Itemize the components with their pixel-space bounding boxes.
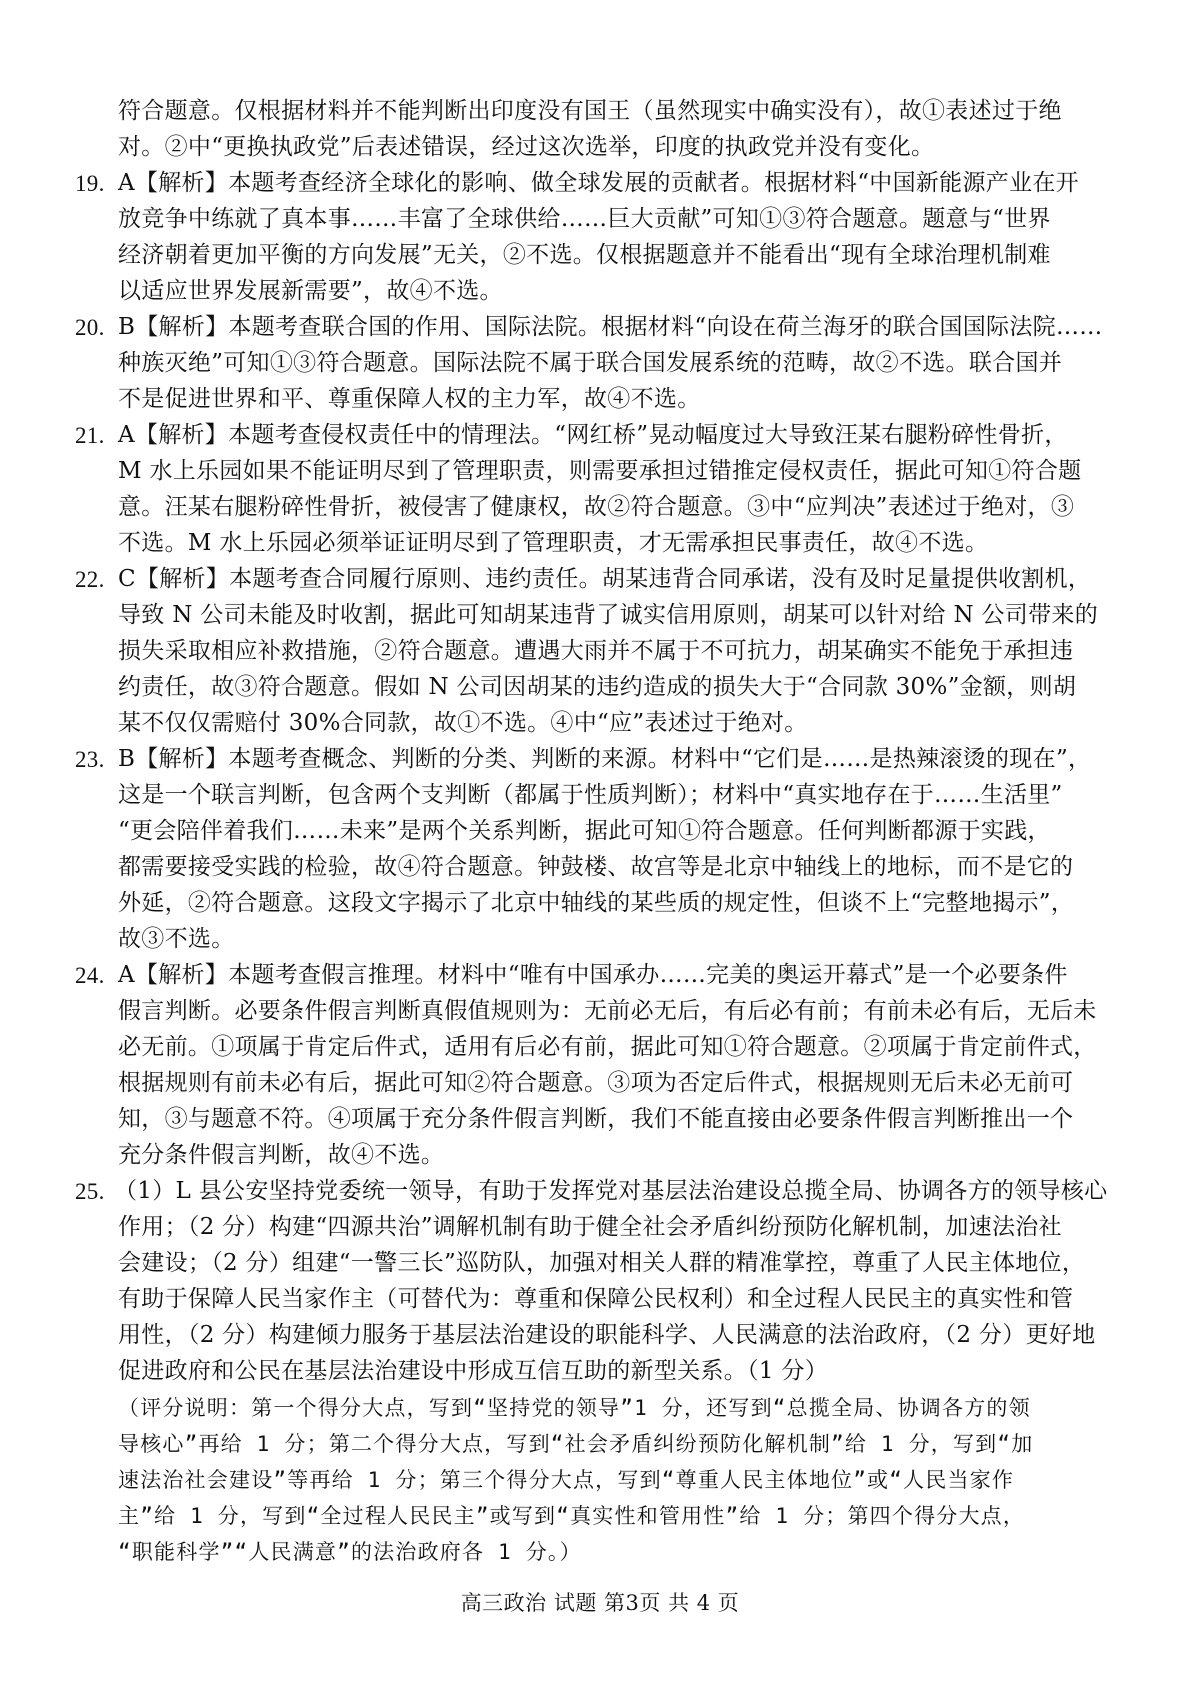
text-line: B【解析】本题考查联合国的作用、国际法院。根据材料“向设在荷兰海牙的联合国国际法院……: [118, 314, 1103, 340]
text-line: 放竞争中练就了真本事……丰富了全球供给……巨大贡献”可知①③符合题意。题意与“世界: [118, 206, 1051, 232]
text-line: 故③不选。: [118, 926, 235, 952]
text-line: 用性，（2 分）构建倾力服务于基层法治建设的职能科学、人民满意的法治政府，（2 分）更好地: [118, 1322, 1096, 1348]
grading-note-line: 主”给 1 分，写到“全过程人民民主”或写到“真实性和管用性”给 1 分；第四个得分大点，: [118, 1504, 1026, 1528]
text-line: 经济朝着更加平衡的方向发展”无关，②不选。仅根据题意并不能看出“现有全球治理机制难: [118, 242, 1051, 268]
item-number: 23.: [75, 747, 105, 772]
text-line: A【解析】本题考查假言推理。材料中“唯有中国承办……完美的奥运开幕式”是一个必要条件: [118, 962, 1068, 988]
grading-note-line: 导核心”再给 1 分；第二个得分大点，写到“社会矛盾纠纷预防化解机制”给 1 分，写到“加: [118, 1432, 1034, 1456]
text-line: 知，③与题意不符。④项属于充分条件假言判断，我们不能直接由必要条件假言判断推出一个: [118, 1106, 1074, 1132]
text-line: B【解析】本题考查概念、判断的分类、判断的来源。材料中“它们是……是热辣滚烫的现在”，: [118, 746, 1092, 772]
text-line: 假言判断。必要条件假言判断真假值规则为：无前必无后，有后必有前；有前未必有后，无后未: [118, 998, 1097, 1024]
text-line: 某不仅仅需赔付 30%合同款，故①不选。④中“应”表述过于绝对。: [118, 710, 808, 736]
text-line: （1）L 县公安坚持党委统一领导，有助于发挥党对基层法治建设总揽全局、协调各方的领导核心: [114, 1178, 1108, 1204]
text-line: M 水上乐园如果不能证明尽到了管理职责，则需要承担过错推定侵权责任，据此可知①符合题: [118, 458, 1082, 484]
text-line: 根据规则有前未必有后，据此可知②符合题意。③项为否定后件式，根据规则无后未必无前可: [118, 1070, 1074, 1096]
item-number: 22.: [75, 567, 105, 592]
grading-note-line: 速法治社会建设”等再给 1 分；第三个得分大点，写到“尊重人民主体地位”或“人民当家作: [118, 1468, 1015, 1492]
text-line: 约责任，故③符合题意。假如 N 公司因胡某的违约造成的损失大于“合同款 30%”金额，则胡: [118, 674, 1077, 700]
text-line: 以适应世界发展新需要”，故④不选。: [118, 278, 503, 304]
text-line: 意。汪某右腿粉碎性骨折，被侵害了健康权，故②符合题意。③中“应判决”表述过于绝对，③: [118, 494, 1075, 520]
text-line: 损失采取相应补救措施，②符合题意。遭遇大雨并不属于不可抗力，胡某确实不能免于承担违: [118, 638, 1074, 664]
grading-note-line: “职能科学”“人民满意”的法治政府各 1 分。）: [118, 1540, 582, 1564]
text-line: 不是促进世界和平、尊重保障人权的主力军，故④不选。: [118, 386, 701, 412]
item-number: 19.: [75, 171, 105, 196]
item-number: 24.: [75, 963, 105, 988]
text-line: 导致 N 公司未能及时收割，据此可知胡某违背了诚实信用原则，胡某可以针对给 N 公司带来的: [118, 602, 1098, 628]
text-line: 种族灭绝”可知①③符合题意。国际法院不属于联合国发展系统的范畴，故②不选。联合国并: [118, 350, 1063, 376]
text-line: 作用；（2 分）构建“四源共治”调解机制有助于健全社会矛盾纠纷预防化解机制，加速法治社: [118, 1214, 1062, 1240]
grading-note-line: （评分说明：第一个得分大点，写到“坚持党的领导”1 分，还写到“总揽全局、协调各方的领: [118, 1396, 1031, 1420]
text-line: C【解析】本题考查合同履行原则、违约责任。胡某违背合同承诺，没有及时足量提供收割机，: [118, 566, 1092, 592]
text-line: A【解析】本题考查侵权责任中的情理法。“网红桥”晃动幅度过大导致汪某右腿粉碎性骨折，: [118, 422, 1068, 448]
text-line: 会建设；（2 分）组建“一警三长”巡防队，加强对相关人群的精准掌控，尊重了人民主体地位，: [118, 1250, 1086, 1276]
text-line: 充分条件假言判断，故④不选。: [118, 1142, 445, 1168]
text-line: 有助于保障人民当家作主（可替代为：尊重和保障公民权利）和全过程人民民主的真实性和管: [118, 1286, 1074, 1312]
text-line: A【解析】本题考查经济全球化的影响、做全球发展的贡献者。根据材料“中国新能源产业在开: [118, 170, 1079, 196]
text-line: 促进政府和公民在基层法治建设中形成互信互助的新型关系。（1 分）: [118, 1358, 829, 1384]
text-line: 外延，②符合题意。这段文字揭示了北京中轴线的某些质的规定性，但谈不上“完整地揭示”，: [118, 890, 1075, 916]
page-footer: 高三政治 试题 第3页 共 4 页: [460, 1591, 740, 1615]
text-line: 必无前。①项属于肯定后件式，适用有后必有前，据此可知①符合题意。②项属于肯定前件式，: [118, 1034, 1097, 1060]
text-line: 这是一个联言判断，包含两个支判断（都属于性质判断）；材料中“真实地存在于……生活里”: [118, 782, 1063, 808]
item-number: 20.: [75, 315, 105, 340]
text-line: “更会陪伴着我们……未来”是两个关系判断，据此可知①符合题意。任何判断都源于实践，: [118, 818, 1051, 844]
text-line: 对。②中“更换执政党”后表述错误，经过这次选举，印度的执政党并没有变化。: [118, 134, 935, 160]
item-number: 25.: [75, 1179, 105, 1204]
text-line: 不选。M 水上乐园必须举证证明尽到了管理职责，才无需承担民事责任，故④不选。: [118, 530, 989, 556]
item-number: 21.: [75, 423, 105, 448]
text-line: 符合题意。仅根据材料并不能判断出印度没有国王（虽然现实中确实没有），故①表述过于绝: [118, 98, 1062, 124]
text-line: 都需要接受实践的检验，故④符合题意。钟鼓楼、故宫等是北京中轴线上的地标，而不是它的: [118, 854, 1074, 880]
